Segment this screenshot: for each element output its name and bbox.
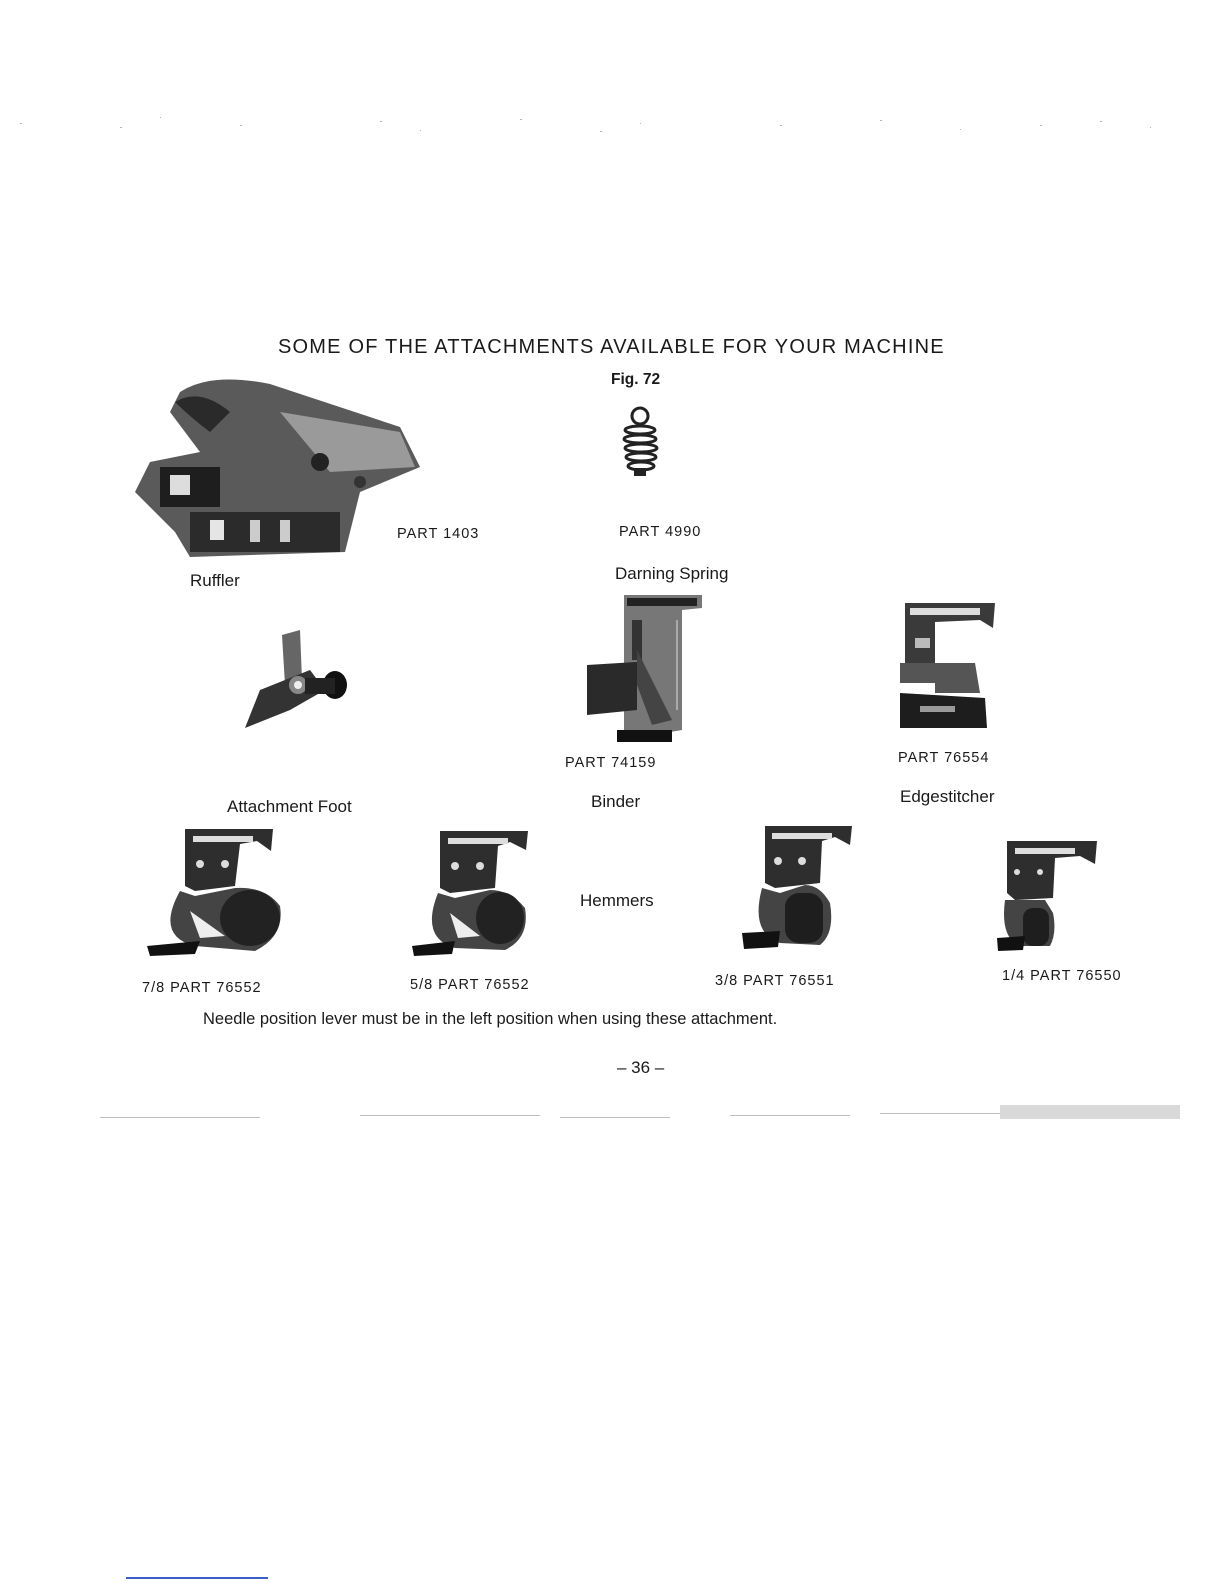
edgestitcher-icon [895, 598, 1000, 733]
edgestitcher-name: Edgestitcher [900, 787, 995, 806]
scan-noise-top [0, 105, 1224, 165]
binder-name: Binder [591, 792, 641, 811]
edgestitcher-part: PART 76554 [898, 750, 990, 766]
figure-label: Fig. 72 [611, 371, 661, 388]
hemmer-1-4-part: 1/4 PART 76550 [1002, 968, 1122, 984]
ruffler-name: Ruffler [190, 571, 240, 590]
ruffler-part: PART 1403 [397, 526, 480, 542]
binder-icon [582, 590, 712, 745]
scan-noise-bottom [0, 1095, 1224, 1155]
ruffler-icon [130, 372, 425, 560]
page-number: – 36 – [617, 1058, 665, 1077]
spring-icon [620, 406, 664, 480]
hemmer-7-8-part: 7/8 PART 76552 [142, 980, 262, 996]
darning-spring-name: Darning Spring [615, 564, 729, 583]
hemmer-icon [740, 823, 855, 953]
hemmers-label: Hemmers [580, 891, 654, 910]
hemmer-icon [410, 828, 535, 958]
attachment-foot-name: Attachment Foot [227, 797, 352, 816]
foot-icon [240, 630, 350, 730]
hemmer-icon [145, 826, 290, 958]
page-title: SOME OF THE ATTACHMENTS AVAILABLE FOR YOUR MACHINE [278, 336, 945, 358]
needle-position-note: Needle position lever must be in the left position when using these attachment. [203, 1010, 778, 1028]
darning-spring-part: PART 4990 [619, 524, 702, 540]
hemmer-3-8-part: 3/8 PART 76551 [715, 973, 835, 989]
footer-line [126, 1577, 268, 1579]
hemmer-icon [995, 838, 1100, 953]
hemmer-5-8-part: 5/8 PART 76552 [410, 977, 530, 993]
binder-part: PART 74159 [565, 755, 657, 771]
